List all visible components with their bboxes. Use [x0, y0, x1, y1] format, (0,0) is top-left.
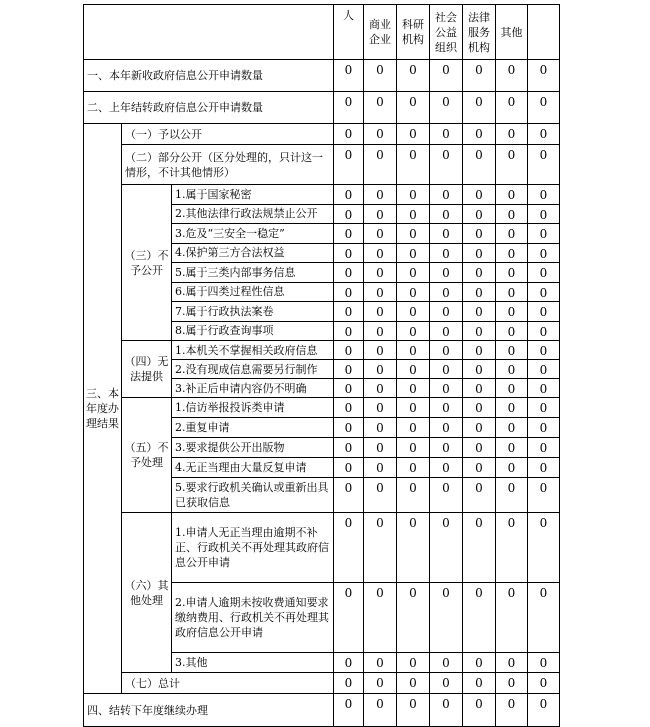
- value-cell: 0: [364, 204, 397, 224]
- row-label: 2.其他法律行政法规禁止公开: [172, 204, 334, 224]
- value-cell: 0: [528, 673, 560, 694]
- value-cell: 0: [334, 694, 364, 727]
- value-cell: 0: [334, 243, 364, 263]
- value-cell: 0: [397, 360, 430, 379]
- value-cell: 0: [430, 478, 463, 513]
- row-label: 3.要求提供公开出版物: [172, 438, 334, 458]
- row-label: 1.申请人无正当理由逾期不补正、行政机关不再处理其政府信息公开申请: [172, 513, 334, 583]
- value-cell: 0: [364, 694, 397, 727]
- value-cell: 0: [334, 398, 364, 418]
- value-cell: 0: [430, 124, 463, 145]
- value-cell: 0: [463, 478, 496, 513]
- value-cell: 0: [463, 673, 496, 694]
- value-cell: 0: [463, 282, 496, 302]
- row-label: （二）部分公开（区分处理的，只计这一情形，不计其他情形）: [122, 145, 334, 185]
- value-cell: 0: [364, 145, 397, 185]
- value-cell: 0: [430, 204, 463, 224]
- row-label: 3.其他: [172, 653, 334, 673]
- value-cell: 0: [528, 263, 560, 283]
- table-row: [84, 185, 560, 205]
- value-cell: 0: [528, 124, 560, 145]
- value-cell: 0: [496, 583, 528, 653]
- group-label: （四）无法提供: [122, 341, 172, 398]
- value-cell: 0: [364, 243, 397, 263]
- group-label: （六）其他处理: [122, 513, 172, 673]
- column-header-line: 组织: [435, 40, 457, 54]
- value-cell: 0: [430, 60, 463, 92]
- value-cell: 0: [334, 263, 364, 283]
- value-cell: 0: [463, 124, 496, 145]
- value-cell: 0: [364, 321, 397, 341]
- value-cell: 0: [397, 224, 430, 244]
- column-header: [397, 5, 430, 60]
- row-label: 4.无正当理由大量反复申请: [172, 458, 334, 478]
- value-cell: 0: [496, 478, 528, 513]
- row-label: 2.没有现成信息需要另行制作: [172, 360, 334, 379]
- value-cell: 0: [528, 224, 560, 244]
- value-cell: 0: [364, 673, 397, 694]
- value-cell: 0: [528, 513, 560, 583]
- value-cell: 0: [496, 124, 528, 145]
- table-row: [84, 513, 560, 583]
- value-cell: 0: [430, 694, 463, 727]
- value-cell: 0: [364, 302, 397, 322]
- value-cell: 0: [496, 379, 528, 398]
- column-header-line: 法律: [468, 10, 490, 24]
- value-cell: 0: [397, 694, 430, 727]
- column-header-line: 科研: [402, 18, 424, 31]
- column-header-line: 机构: [402, 33, 424, 46]
- row-label: 5.属于三类内部事务信息: [172, 263, 334, 283]
- table-row: [84, 5, 560, 60]
- value-cell: 0: [430, 438, 463, 458]
- value-cell: 0: [463, 321, 496, 341]
- value-cell: 0: [364, 92, 397, 124]
- value-cell: 0: [430, 92, 463, 124]
- column-header-line: 企业: [369, 33, 391, 46]
- value-cell: 0: [397, 204, 430, 224]
- value-cell: 0: [430, 379, 463, 398]
- value-cell: 0: [397, 673, 430, 694]
- group-label: （五）不予处理: [122, 398, 172, 513]
- value-cell: 0: [528, 379, 560, 398]
- value-cell: 0: [334, 145, 364, 185]
- value-cell: 0: [463, 243, 496, 263]
- value-cell: 0: [528, 321, 560, 341]
- value-cell: 0: [334, 438, 364, 458]
- value-cell: 0: [430, 458, 463, 478]
- value-cell: 0: [334, 513, 364, 583]
- value-cell: 0: [496, 458, 528, 478]
- value-cell: 0: [463, 653, 496, 673]
- row-label: （一）予以公开: [122, 124, 334, 145]
- table-row: [84, 694, 560, 727]
- value-cell: 0: [334, 341, 364, 360]
- value-cell: 0: [364, 513, 397, 583]
- value-cell: 0: [496, 302, 528, 322]
- value-cell: 0: [430, 243, 463, 263]
- value-cell: 0: [496, 60, 528, 92]
- value-cell: 0: [430, 673, 463, 694]
- value-cell: 0: [496, 673, 528, 694]
- value-cell: 0: [496, 398, 528, 418]
- value-cell: 0: [430, 263, 463, 283]
- column-header-line: 人: [343, 9, 354, 22]
- value-cell: 0: [528, 398, 560, 418]
- column-header: [463, 5, 496, 60]
- value-cell: 0: [364, 60, 397, 92]
- row-label: 1.属于国家秘密: [172, 185, 334, 205]
- value-cell: 0: [334, 92, 364, 124]
- value-cell: 0: [364, 458, 397, 478]
- value-cell: 0: [334, 478, 364, 513]
- value-cell: 0: [528, 341, 560, 360]
- value-cell: 0: [463, 204, 496, 224]
- value-cell: 0: [397, 243, 430, 263]
- value-cell: 0: [364, 263, 397, 283]
- value-cell: 0: [364, 583, 397, 653]
- table-row: [84, 92, 560, 124]
- value-cell: 0: [496, 92, 528, 124]
- value-cell: 0: [334, 458, 364, 478]
- table-row: [84, 60, 560, 92]
- value-cell: 0: [463, 418, 496, 438]
- column-header-line: 服务: [468, 25, 490, 39]
- value-cell: 0: [397, 398, 430, 418]
- value-cell: 0: [496, 224, 528, 244]
- value-cell: 0: [397, 341, 430, 360]
- value-cell: 0: [334, 583, 364, 653]
- value-cell: 0: [463, 458, 496, 478]
- group-label: （三）不予公开: [122, 185, 172, 341]
- value-cell: 0: [528, 302, 560, 322]
- column-header-line: 商业: [369, 18, 391, 31]
- row-label: 5.要求行政机关确认或重新出具已获取信息: [172, 478, 334, 513]
- value-cell: 0: [397, 438, 430, 458]
- value-cell: 0: [430, 302, 463, 322]
- value-cell: 0: [430, 185, 463, 205]
- value-cell: 0: [364, 653, 397, 673]
- value-cell: 0: [397, 145, 430, 185]
- value-cell: 0: [528, 60, 560, 92]
- value-cell: 0: [528, 418, 560, 438]
- table-row: [84, 124, 560, 145]
- value-cell: 0: [334, 302, 364, 322]
- disclosure-statistics-table: [83, 4, 560, 727]
- value-cell: 0: [496, 653, 528, 673]
- value-cell: 0: [496, 360, 528, 379]
- value-cell: 0: [430, 398, 463, 418]
- row-label: 二、上年结转政府信息公开申请数量: [84, 92, 334, 124]
- value-cell: 0: [463, 360, 496, 379]
- value-cell: 0: [528, 243, 560, 263]
- value-cell: 0: [496, 243, 528, 263]
- value-cell: 0: [463, 60, 496, 92]
- value-cell: 0: [430, 321, 463, 341]
- value-cell: 0: [397, 583, 430, 653]
- row-label: （七）总计: [122, 673, 334, 694]
- value-cell: 0: [364, 438, 397, 458]
- value-cell: 0: [430, 224, 463, 244]
- value-cell: 0: [397, 653, 430, 673]
- column-header: [430, 5, 463, 60]
- value-cell: 0: [496, 341, 528, 360]
- value-cell: 0: [397, 263, 430, 283]
- value-cell: 0: [334, 185, 364, 205]
- value-cell: 0: [463, 341, 496, 360]
- value-cell: 0: [334, 321, 364, 341]
- row-label: 1.信访举报投诉类申请: [172, 398, 334, 418]
- value-cell: 0: [397, 92, 430, 124]
- value-cell: 0: [364, 282, 397, 302]
- value-cell: 0: [364, 224, 397, 244]
- value-cell: 0: [496, 694, 528, 727]
- value-cell: 0: [334, 224, 364, 244]
- value-cell: 0: [397, 418, 430, 438]
- value-cell: 0: [463, 224, 496, 244]
- value-cell: 0: [528, 282, 560, 302]
- value-cell: 0: [334, 360, 364, 379]
- column-header: [528, 5, 560, 60]
- value-cell: 0: [397, 379, 430, 398]
- table-row: [84, 341, 560, 360]
- value-cell: 0: [430, 653, 463, 673]
- value-cell: 0: [463, 379, 496, 398]
- column-header: [364, 5, 397, 60]
- value-cell: 0: [430, 145, 463, 185]
- value-cell: 0: [364, 379, 397, 398]
- value-cell: 0: [334, 653, 364, 673]
- row-label: 7.属于行政执法案卷: [172, 302, 334, 322]
- value-cell: 0: [528, 694, 560, 727]
- column-header: [334, 5, 364, 60]
- value-cell: 0: [528, 458, 560, 478]
- value-cell: 0: [463, 145, 496, 185]
- value-cell: 0: [364, 341, 397, 360]
- table-row: [84, 673, 560, 694]
- value-cell: 0: [496, 513, 528, 583]
- value-cell: 0: [463, 185, 496, 205]
- value-cell: 0: [463, 513, 496, 583]
- value-cell: 0: [364, 360, 397, 379]
- value-cell: 0: [528, 583, 560, 653]
- value-cell: 0: [528, 653, 560, 673]
- row-label: 2.申请人逾期未按收费通知要求缴纳费用、行政机关不再处理其政府信息公开申请: [172, 583, 334, 653]
- value-cell: 0: [430, 418, 463, 438]
- value-cell: 0: [364, 478, 397, 513]
- row-label: 3.危及“三安全一稳定”: [172, 224, 334, 244]
- value-cell: 0: [397, 124, 430, 145]
- value-cell: 0: [496, 438, 528, 458]
- value-cell: 0: [528, 185, 560, 205]
- row-label: 3.补正后申请内容仍不明确: [172, 379, 334, 398]
- row-label: 4.保护第三方合法权益: [172, 243, 334, 263]
- value-cell: 0: [463, 302, 496, 322]
- column-header-line: 机构: [468, 40, 490, 54]
- value-cell: 0: [528, 92, 560, 124]
- row-label: 四、结转下年度继续办理: [84, 694, 334, 727]
- table-row: [84, 398, 560, 418]
- value-cell: 0: [496, 185, 528, 205]
- value-cell: 0: [397, 185, 430, 205]
- value-cell: 0: [430, 360, 463, 379]
- value-cell: 0: [364, 418, 397, 438]
- value-cell: 0: [397, 478, 430, 513]
- value-cell: 0: [397, 302, 430, 322]
- section-label: 三、本年度办理结果: [84, 124, 122, 694]
- column-header-line: 社会: [435, 10, 457, 24]
- value-cell: 0: [528, 360, 560, 379]
- value-cell: 0: [463, 92, 496, 124]
- value-cell: 0: [528, 145, 560, 185]
- value-cell: 0: [528, 204, 560, 224]
- value-cell: 0: [496, 321, 528, 341]
- table-row: [84, 145, 560, 185]
- value-cell: 0: [397, 60, 430, 92]
- value-cell: 0: [334, 60, 364, 92]
- value-cell: 0: [496, 418, 528, 438]
- value-cell: 0: [496, 145, 528, 185]
- row-label: 8.属于行政查询事项: [172, 321, 334, 341]
- value-cell: 0: [496, 263, 528, 283]
- value-cell: 0: [463, 263, 496, 283]
- row-label: 6.属于四类过程性信息: [172, 282, 334, 302]
- value-cell: 0: [334, 673, 364, 694]
- value-cell: 0: [463, 438, 496, 458]
- value-cell: 0: [496, 282, 528, 302]
- value-cell: 0: [364, 185, 397, 205]
- value-cell: 0: [364, 398, 397, 418]
- value-cell: 0: [496, 204, 528, 224]
- row-label: 一、本年新收政府信息公开申请数量: [84, 60, 334, 92]
- value-cell: 0: [430, 583, 463, 653]
- value-cell: 0: [430, 282, 463, 302]
- value-cell: 0: [334, 418, 364, 438]
- row-label: 1.本机关不掌握相关政府信息: [172, 341, 334, 360]
- value-cell: 0: [364, 124, 397, 145]
- value-cell: 0: [397, 282, 430, 302]
- value-cell: 0: [528, 478, 560, 513]
- value-cell: 0: [463, 398, 496, 418]
- value-cell: 0: [463, 694, 496, 727]
- value-cell: 0: [397, 458, 430, 478]
- value-cell: 0: [397, 513, 430, 583]
- column-header-line: 公益: [435, 25, 457, 39]
- column-header: [496, 5, 528, 60]
- column-header-line: 其他: [500, 25, 523, 39]
- value-cell: 0: [334, 124, 364, 145]
- value-cell: 0: [528, 438, 560, 458]
- value-cell: 0: [397, 321, 430, 341]
- value-cell: 0: [334, 379, 364, 398]
- value-cell: 0: [334, 282, 364, 302]
- value-cell: 0: [334, 204, 364, 224]
- value-cell: 0: [430, 513, 463, 583]
- header-blank: [84, 5, 334, 60]
- row-label: 2.重复申请: [172, 418, 334, 438]
- value-cell: 0: [430, 341, 463, 360]
- value-cell: 0: [463, 583, 496, 653]
